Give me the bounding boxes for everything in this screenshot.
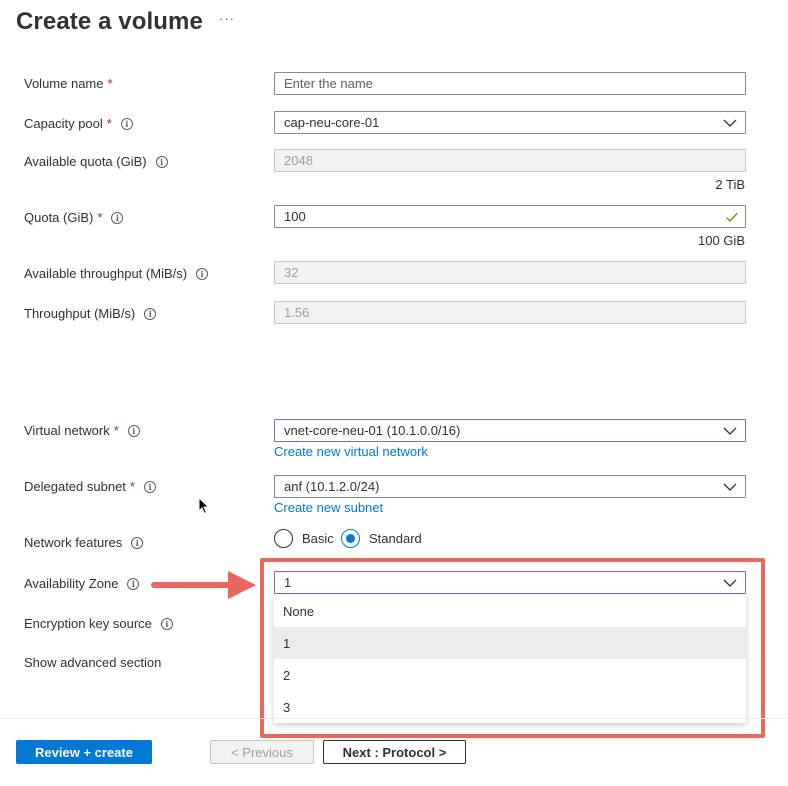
info-icon[interactable]: i [111, 212, 123, 224]
more-options-icon[interactable]: ··· [219, 11, 235, 26]
info-icon[interactable]: i [156, 156, 168, 168]
previous-button[interactable]: < Previous [210, 740, 314, 764]
delegated-subnet-value: anf (10.1.2.0/24) [284, 479, 380, 494]
info-icon[interactable]: i [144, 308, 156, 320]
volume-name-input[interactable] [274, 72, 746, 95]
throughput-label [24, 306, 156, 321]
footer-divider [0, 718, 788, 719]
capacity-pool-label-text: Capacity pool [24, 116, 103, 131]
mouse-cursor-icon [198, 497, 210, 515]
radio-basic[interactable] [274, 529, 334, 548]
delegated-subnet-label [24, 479, 156, 494]
availability-zone-value: 1 [284, 575, 292, 590]
dropdown-option-3[interactable]: 3 [283, 699, 291, 715]
chevron-down-icon [723, 116, 737, 130]
availability-zone-dropdown[interactable] [274, 595, 746, 723]
dropdown-option-none[interactable]: None [283, 603, 315, 619]
volume-name-label-text: Volume name [24, 76, 104, 91]
throughput-value: 1.56 [284, 305, 310, 320]
show-advanced-label [24, 655, 161, 670]
virtual-network-select[interactable] [274, 419, 746, 442]
availability-zone-label-text: Availability Zone [24, 576, 119, 591]
dropdown-option-1[interactable]: 1 [274, 627, 746, 659]
encryption-key-source-label-text: Encryption key source [24, 616, 152, 631]
delegated-subnet-select[interactable] [274, 475, 746, 498]
network-features-label [24, 535, 143, 550]
info-icon[interactable]: i [131, 537, 143, 549]
encryption-key-source-label [24, 616, 173, 631]
show-advanced-label-text: Show advanced section [24, 655, 162, 670]
required-asterisk: * [97, 210, 103, 225]
network-features-label-text: Network features [24, 535, 123, 550]
info-icon[interactable]: i [127, 578, 139, 590]
quota-note: 100 GiB [698, 233, 745, 248]
chevron-down-icon [723, 576, 737, 590]
chevron-down-icon [723, 424, 737, 438]
throughput-label-text: Throughput (MiB/s) [24, 306, 136, 321]
review-create-button[interactable]: Review + create [16, 740, 152, 764]
required-asterisk: * [106, 116, 112, 131]
delegated-subnet-label-text: Delegated subnet [24, 479, 126, 494]
radio-standard-label: Standard [369, 531, 422, 546]
required-asterisk: * [113, 423, 119, 438]
capacity-pool-label [24, 116, 133, 131]
info-icon[interactable]: i [196, 268, 208, 280]
virtual-network-value: vnet-core-neu-01 (10.1.0.0/16) [284, 423, 461, 438]
capacity-pool-value: cap-neu-core-01 [284, 115, 380, 130]
quota-label [24, 210, 123, 225]
virtual-network-label [24, 423, 140, 438]
quota-input[interactable] [274, 205, 746, 228]
quota-label-text: Quota (GiB) [24, 210, 94, 225]
availability-zone-select[interactable] [274, 571, 746, 594]
available-throughput-value: 32 [284, 265, 299, 280]
info-icon[interactable]: i [128, 425, 140, 437]
throughput-field [274, 301, 746, 324]
available-throughput-label [24, 266, 208, 281]
info-icon[interactable]: i [144, 481, 156, 493]
next-protocol-button[interactable]: Next : Protocol > [323, 740, 466, 764]
available-throughput-label-text: Available throughput (MiB/s) [24, 266, 188, 281]
available-quota-value: 2048 [284, 153, 313, 168]
page-title: Create a volume [16, 8, 203, 35]
quota-value: 100 [284, 209, 306, 224]
capacity-pool-select[interactable] [274, 111, 746, 134]
checkmark-icon [725, 210, 739, 224]
required-asterisk: * [107, 76, 113, 91]
available-quota-field [274, 149, 746, 172]
radio-basic-circle[interactable] [274, 529, 293, 548]
info-icon[interactable]: i [161, 618, 173, 630]
volume-name-placeholder: Enter the name [284, 76, 373, 91]
available-throughput-field [274, 261, 746, 284]
chevron-down-icon [723, 480, 737, 494]
info-icon[interactable]: i [121, 118, 133, 130]
availability-zone-label [24, 576, 139, 591]
required-asterisk: * [129, 479, 135, 494]
radio-standard-circle[interactable] [341, 529, 360, 548]
radio-standard[interactable] [341, 529, 422, 548]
virtual-network-label-text: Virtual network [24, 423, 110, 438]
radio-basic-label: Basic [302, 531, 334, 546]
dropdown-option-2[interactable]: 2 [283, 667, 291, 683]
create-new-virtual-network-link[interactable]: Create new virtual network [274, 444, 428, 459]
available-quota-label-text: Available quota (GiB) [24, 154, 147, 169]
create-new-subnet-link[interactable]: Create new subnet [274, 500, 384, 515]
volume-name-label [24, 76, 113, 91]
available-quota-note: 2 TiB [715, 177, 745, 192]
arrow-right-icon [150, 566, 260, 604]
available-quota-label [24, 154, 168, 169]
